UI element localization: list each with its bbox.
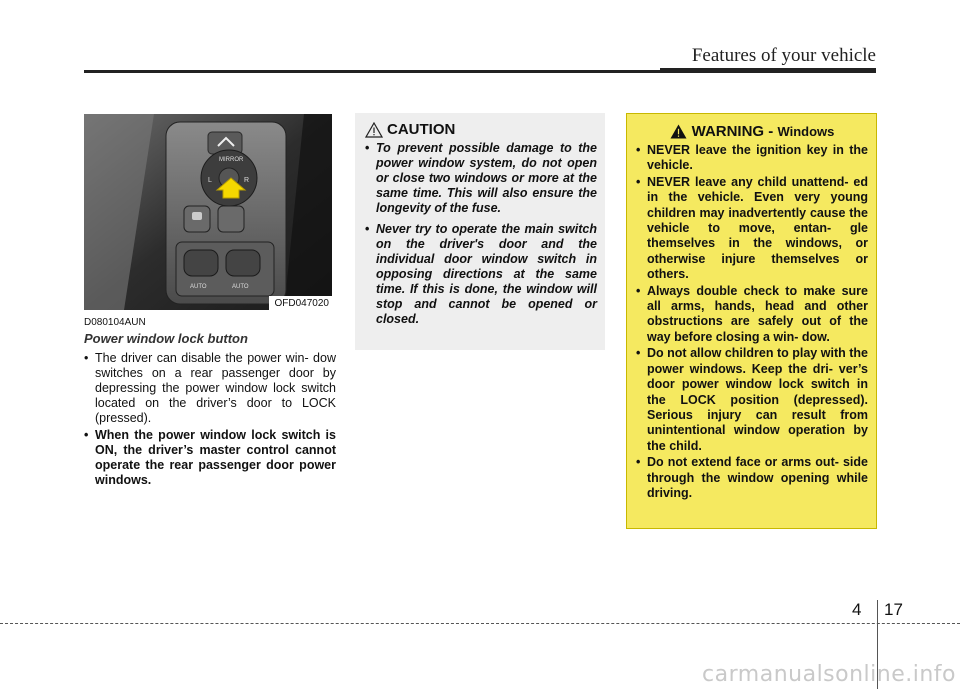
warning-list — [636, 143, 868, 501]
warning-subtitle: Windows — [777, 124, 835, 139]
section-subtitle: Power window lock button — [84, 331, 248, 346]
section-code: D080104AUN — [84, 317, 146, 328]
caution-triangle-icon — [365, 122, 383, 138]
caution-title: CAUTION — [387, 121, 456, 138]
photo-id-label: OFD047020 — [269, 296, 332, 310]
page-number: 17 — [884, 600, 903, 619]
warning-box — [626, 113, 877, 529]
warning-header — [636, 123, 868, 140]
door-switch-panel-illustration — [84, 114, 332, 310]
bullet-item: • When the power window lock switch is ON, the driver’s master control cannot operate the rear passenger door power windows. — [84, 428, 336, 488]
caution-box — [355, 113, 605, 350]
svg-text:R: R — [244, 177, 250, 184]
svg-text:L: L — [208, 177, 212, 184]
svg-text:MIRROR: MIRROR — [219, 157, 244, 163]
warning-item: • Do not extend face or arms out- side through the window opening while driving. — [636, 455, 868, 501]
warning-title-text: WARNING - — [691, 123, 774, 140]
section-bullets — [84, 351, 336, 490]
footer-rule — [0, 623, 960, 624]
warning-item: • NEVER leave any child unattend- ed in the vehicle. Even very young children may inadvertently cause the vehicle to move, entan- gle themselves in the windows, or otherwise injure themselves or others. — [636, 175, 868, 283]
warning-item: • Do not allow children to play with the power windows. Keep the dri- ver’s door power window lock switch in the LOCK position (depressed). Serious injury can result from unintentional window operation by the child. — [636, 346, 868, 454]
svg-text:AUTO: AUTO — [190, 284, 207, 290]
caution-header — [365, 121, 597, 138]
caution-item: • Never try to operate the main switch on the driver's door and the individual door window switch in opposing directions at the same time. If this is done, the window will stop and cannot be opened or closed. — [365, 222, 597, 327]
svg-text:AUTO: AUTO — [232, 284, 249, 290]
warning-triangle-icon — [670, 124, 687, 139]
page-header-title: Features of your vehicle — [691, 45, 876, 66]
warning-item: • Always double check to make sure all arms, hands, head and other obstructions are safely out of the way before closing a win- dow. — [636, 284, 868, 346]
bullet-item: • The driver can disable the power win- dow switches on a rear passenger door by depressing the power window lock switch located on the driver’s door to LOCK (pressed). — [84, 351, 336, 426]
chapter-number: 4 — [852, 600, 862, 619]
watermark: carmanualsonline.info — [702, 662, 956, 687]
warning-title — [692, 123, 835, 140]
window-switch-photo — [84, 114, 332, 310]
caution-item: • To prevent possible damage to the power window system, do not open or close two windows or more at the same time. This will also ensure the longevity of the fuse. — [365, 141, 597, 216]
caution-list — [365, 141, 597, 327]
header-rule-accent — [660, 68, 876, 73]
warning-item: • NEVER leave the ignition key in the vehicle. — [636, 143, 868, 174]
